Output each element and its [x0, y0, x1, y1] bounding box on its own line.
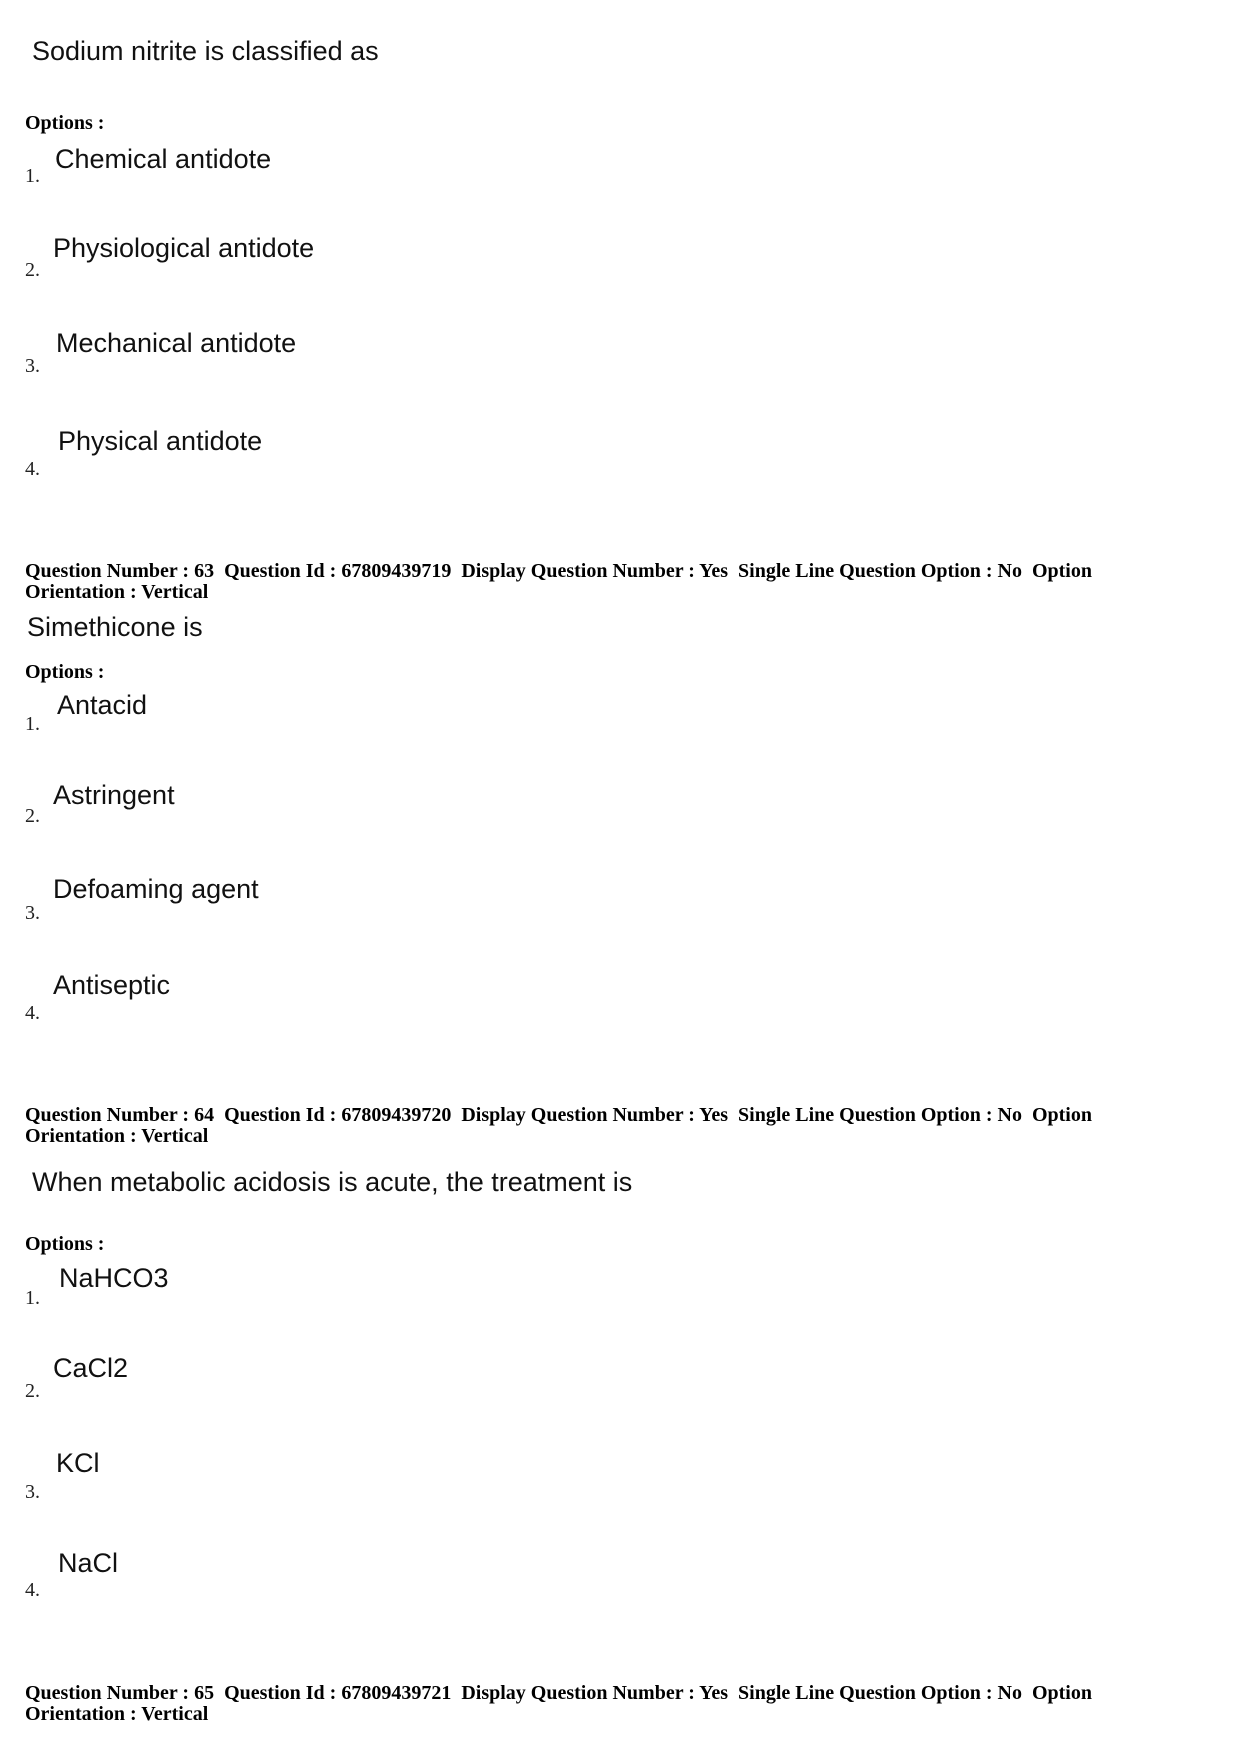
option-text: Defoaming agent — [53, 874, 259, 904]
option-number: 3. — [25, 355, 40, 377]
option-number: 4. — [25, 1579, 40, 1601]
option-text: Astringent — [53, 780, 175, 810]
option-text: Physical antidote — [58, 426, 263, 456]
option-number: 2. — [25, 1380, 40, 1402]
question-text: Simethicone is — [27, 612, 203, 642]
question-text: Sodium nitrite is classified as — [32, 36, 379, 66]
question-meta-line1: Question Number : 64 Question Id : 67809439720 Display Question Number : Yes Single Line Question Option : No Option — [25, 1104, 1092, 1126]
question-meta-line2: Orientation : Vertical — [25, 1703, 209, 1725]
option-number: 4. — [25, 1002, 40, 1024]
option-text: Physiological antidote — [53, 233, 315, 263]
option-text: Antiseptic — [53, 970, 171, 1000]
question-meta-line1: Question Number : 65 Question Id : 67809439721 Display Question Number : Yes Single Line Question Option : No Option — [25, 1682, 1092, 1704]
question-meta-line1: Question Number : 63 Question Id : 67809439719 Display Question Number : Yes Single Line Question Option : No Option — [25, 560, 1092, 582]
option-number: 1. — [25, 713, 40, 735]
option-text: Antacid — [57, 690, 148, 720]
option-number: 4. — [25, 458, 40, 480]
option-text: Chemical antidote — [55, 144, 272, 174]
option-number: 1. — [25, 165, 40, 187]
option-number: 2. — [25, 805, 40, 827]
option-text: KCl — [56, 1448, 100, 1478]
question-meta — [25, 561, 1185, 603]
option-text: NaHCO3 — [59, 1263, 169, 1293]
question-text: When metabolic acidosis is acute, the treatment is — [32, 1167, 633, 1197]
option-number: 1. — [25, 1287, 40, 1309]
question-meta — [25, 1683, 1185, 1725]
option-number: 3. — [25, 902, 40, 924]
question-meta-line2: Orientation : Vertical — [25, 1125, 209, 1147]
option-text: CaCl2 — [53, 1353, 129, 1383]
options-label: Options : — [25, 112, 105, 134]
question-meta-line2: Orientation : Vertical — [25, 581, 209, 603]
option-number: 3. — [25, 1481, 40, 1503]
options-label: Options : — [25, 1233, 105, 1255]
option-text: Mechanical antidote — [56, 328, 297, 358]
options-label: Options : — [25, 661, 105, 683]
option-text: NaCl — [58, 1548, 119, 1578]
option-number: 2. — [25, 259, 40, 281]
question-meta — [25, 1105, 1185, 1147]
